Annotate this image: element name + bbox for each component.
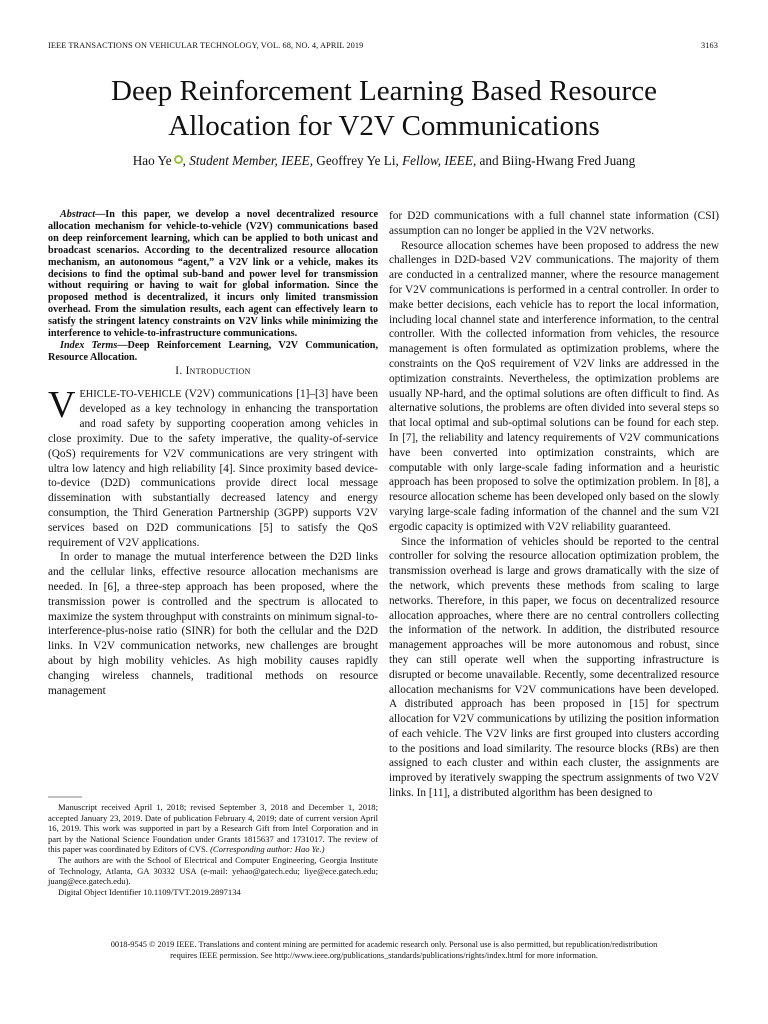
footnote-affiliation: The authors are with the School of Electrical and Computer Engineering, Georgia Institute of Technology, Atlanta, GA 30332 USA (e-mail: yehao@gatech.edu; liye@ece.gatech.edu; juang@ece.gatech.edu).: [48, 854, 378, 887]
orcid-icon[interactable]: [174, 155, 183, 164]
footnote-manuscript: [48, 802, 378, 855]
footnote-doi: Digital Object Identifier 10.1109/TVT.2019.2897134: [58, 886, 241, 897]
journal-name: IEEE TRANSACTIONS ON VEHICULAR TECHNOLOGY, VOL. 68, NO. 4, APRIL 2019: [48, 41, 364, 50]
copyright-line-2: requires IEEE permission. See http://www.ieee.org/publications_standards/publications/rights/index.html for more information.: [170, 950, 598, 960]
abstract: [48, 209, 378, 340]
page-number: 3163: [701, 41, 718, 50]
section-heading-introduction: [48, 364, 378, 379]
author-3-name: Biing-Hwang Fred Juang: [501, 153, 636, 168]
intro-paragraph-4: Since the information of vehicles should be reported to the central controller for solving the resource allocation optimization problem, the transmission overhead is large and grows dramatically with the size of the network, which prevents these methods from scaling to large networks. Therefore, in this paper, we focus on decentralized resource allocation approaches, where there are no central controllers collecting the information of the network. In addition, the distributed resource management approaches will be more autonomous and robust, since they can still operate well when the supporting infrastructure is disrupted or become unavailable. Recently, some decentralized resource allocation mechanisms for V2V communications have been developed. A distributed approach has been proposed in [15] for spectrum allocation for V2V communications by utilizing the position information of each vehicle. The V2V links are first grouped into clusters according to the positions and load similarity. The resource blocks (RBs) are then assigned to each cluster and within each cluster, the assignments are improved by iteratively swapping the spectrum assignments of two V2V links. In [11], a distributed algorithm has been designed to: [389, 535, 719, 800]
title-line-1: Deep Reinforcement Learning Based Resource: [111, 75, 657, 107]
corresponding-author: (Corresponding author: Hao Ye.): [207, 844, 325, 855]
index-terms-lead: Index Terms: [60, 339, 118, 351]
intro-paragraph-3: Resource allocation schemes have been proposed to address the new challenges in D2D-based V2V communications. The majority of them are conducted in a centralized manner, where the resource management for V2V communications is performed in a central controller. In order to make better decisions, each vehicle has to report the local information, including local channel state and interference information, to the central controller. With the collected information from vehicles, the resource management is often formulated as optimization problems, where the constraints on the QoS requirement of V2V links are addressed in the optimization constraints. Nevertheless, the optimization problems are usually NP-hard, and the optimal solutions are often difficult to find. As alternative solutions, the problems are often divided into several steps so that local optimal and sub-optimal solutions can be found for each step. In [7], the reliability and latency requirements of V2V communications have been converted into optimization constraints, which are computable with only large-scale fading information and a heuristic approach has been proposed to solve the optimization problem. In [8], a resource allocation scheme has been developed only based on the slowly varying large-scale fading information of the channel and the sum V2I ergodic capacity is optimized with V2V reliability guaranteed.: [389, 239, 719, 533]
footnote-manuscript-text: Manuscript received April 1, 2018; revised September 3, 2018 and December 1, 2018; accepted January 23, 2019. Date of publication February 4, 2019; date of current version April 16, 2019. This work was supported in part by a Research Gift from Intel Corporation and in part by the National Science Foundation under Grants 1815637 and 1731017. The review of this paper was coordinated by Editors of CVS.: [48, 802, 378, 855]
intro-paragraph-2: In order to manage the mutual interference between the D2D links and the cellular links, effective resource allocation mechanisms are needed. In [6], a three-step approach has been proposed, where the transmission power is controlled and the spectrum is allocated to maximize the system throughput with constraints on minimum signal-to-interference-plus-noise ratio (SINR) for both the cellular and the D2D links. In V2V communication networks, new challenges are brought about by high mobility vehicles. As high mobility causes rapidly changing wireless channels, traditional methods on resource management: [48, 551, 378, 697]
right-column: [389, 209, 719, 801]
author-list: Hao Ye , Student Member, IEEE, Geoffrey Ye Li, Fellow, IEEE, and Biing-Hwang Fred Juang: [132, 153, 636, 168]
index-terms-text: —Deep Reinforcement Learning, V2V Communication, Resource Allocation.: [48, 339, 378, 363]
intro-paragraph-1: [48, 383, 378, 551]
running-header: [48, 41, 718, 50]
copyright-footer: [40, 940, 728, 961]
section-title: Introduction: [185, 364, 251, 377]
title-line-2: Allocation for V2V Communications: [168, 110, 600, 142]
footnote: [48, 802, 378, 897]
index-terms: [48, 340, 378, 364]
abstract-text: —In this paper, we develop a novel decentralized resource allocation mechanism for vehicle-to-vehicle (V2V) communications based on deep reinforcement learning, which can be applied to both unicast and broadcast scenarios. According to the decentralized resource allocation mechanism, an autonomous “agent,” a V2V link or a vehicle, makes its decisions to find the optimal sub-band and power level for transmission without requiring or having to wait for global information. Since the proposed method is decentralized, it incurs only limited transmission overhead. From the simulation results, each agent can effectively learn to satisfy the stringent latency constraints on V2V links while minimizing the interference to vehicle-to-infrastructure communications.: [48, 209, 378, 340]
first-word: EHICLE-TO-VEHICLE: [79, 388, 182, 400]
section-numeral: I.: [175, 364, 186, 377]
left-column: [48, 209, 378, 698]
author-1-role: Student Member, IEEE: [189, 153, 310, 168]
copyright-line-1: 0018-9545 © 2019 IEEE. Translations and content mining are permitted for academic research only. Personal use is also permitted, but republication/redistribution: [110, 940, 658, 949]
intro-continuation: for D2D communications with a full channel state information (CSI) assumption can no longer be applied in the V2V networks.: [389, 210, 719, 237]
drop-cap: V: [48, 383, 76, 426]
abstract-lead: Abstract: [60, 209, 96, 220]
intro-paragraph-1-text: (V2V) communications [1]–[3] have been developed as a key technology in enhancing the transportation and road safety by supporting cooperation among vehicles in close proximity. Due to the safety imperative, the quality-of-service (QoS) requirements for V2V communications are very stringent with ultra low latency and high reliability [4]. Since proximity based device-to-device (D2D) communications provide direct local message dissemination with substantially decreased latency and energy consumption, the Third Generation Partnership (3GPP) supports V2V services based on D2D communications [5] to satisfy the QoS requirement of V2V applications.: [48, 387, 378, 549]
footnote-rule: [48, 796, 378, 798]
author-2-role: Fellow, IEEE: [402, 153, 473, 168]
paper-title: [40, 74, 728, 144]
author-1-name: Hao Ye: [132, 153, 172, 168]
author-2-name: Geoffrey Ye Li: [316, 153, 396, 168]
